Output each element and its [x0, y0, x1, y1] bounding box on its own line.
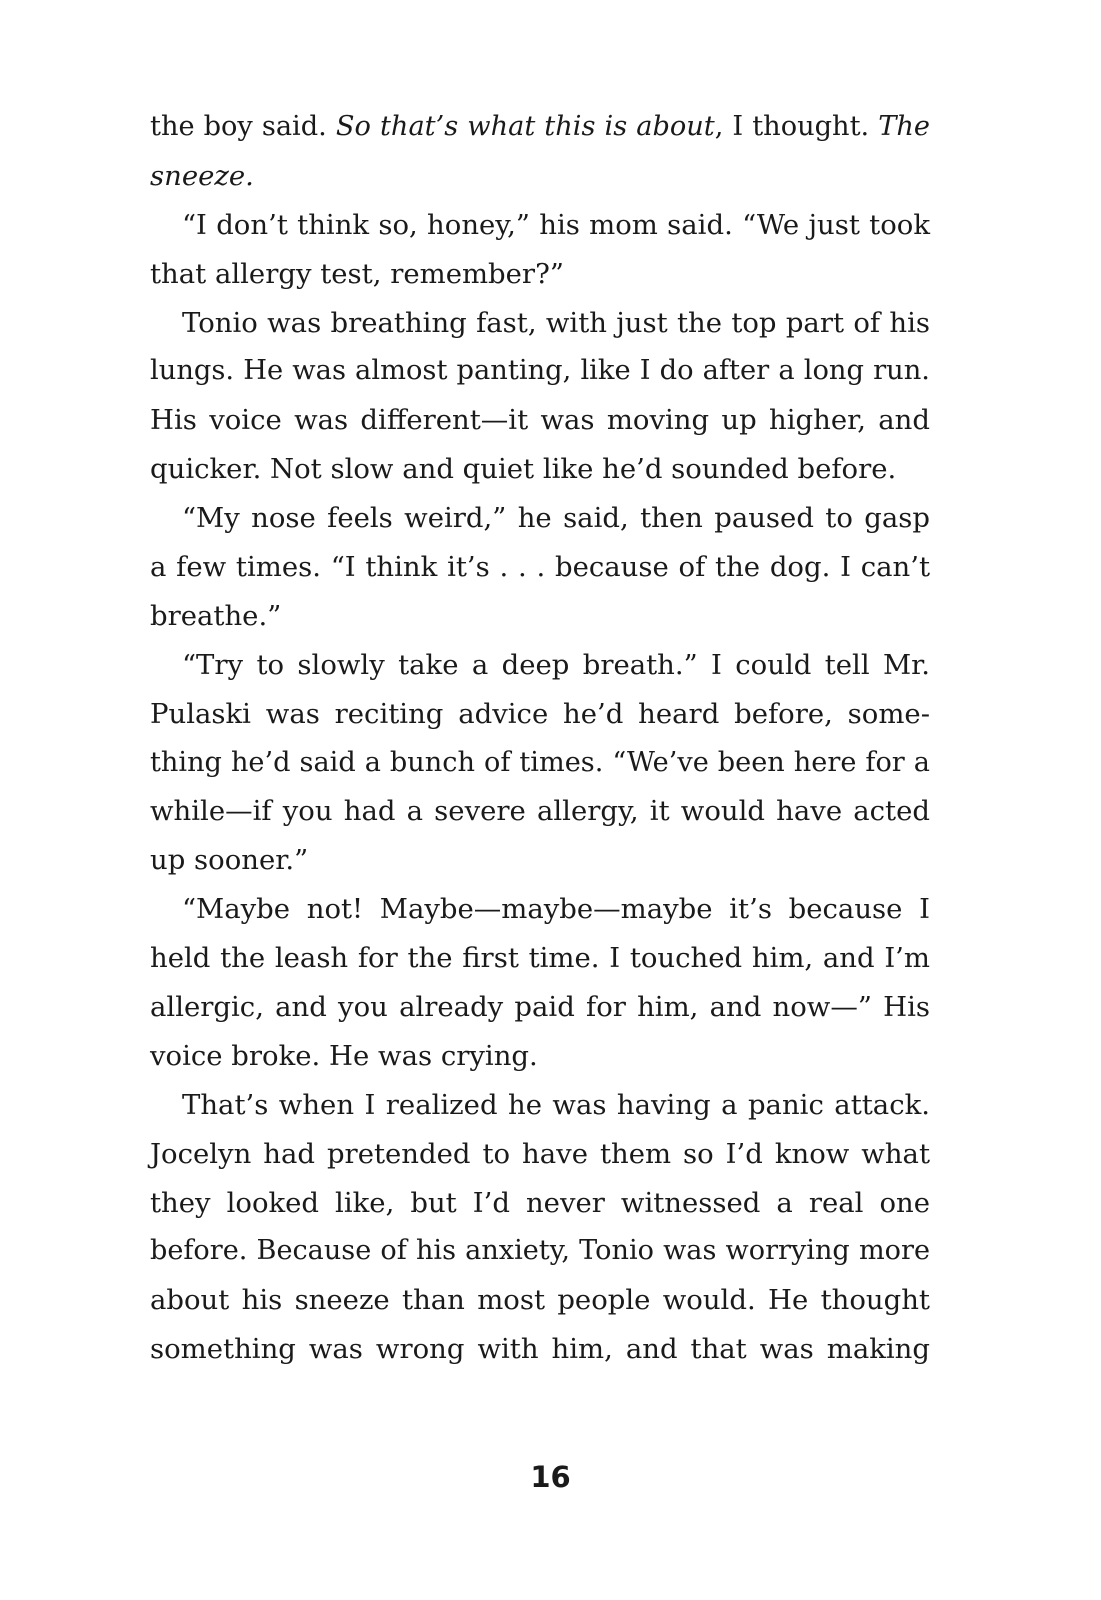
text-line	[150, 494, 930, 543]
text-segment: quicker. Not slow and quiet like he’d sounded before.	[150, 453, 897, 486]
text-line	[150, 445, 930, 494]
page-number: 16	[530, 1460, 571, 1494]
text-segment: Jocelyn had pretended to have them so I’d know what	[150, 1137, 930, 1170]
text-line	[150, 592, 930, 641]
text-line	[150, 641, 930, 690]
text-line	[150, 690, 930, 739]
text-segment: held the leash for the first time. I touched him, and I’m	[150, 942, 930, 975]
text-line	[150, 1032, 930, 1081]
text-line	[150, 1276, 930, 1325]
text-segment: “I don’t think so, honey,” his mom said. “We just took	[182, 208, 930, 241]
text-segment: allergic, and you already paid for him, and now—” His	[150, 991, 930, 1024]
text-segment: That’s when I realized he was having a panic attack.	[182, 1088, 930, 1121]
text-line	[150, 201, 930, 250]
text-segment: about his sneeze than most people would. He thought	[150, 1284, 930, 1317]
text-segment: before. Because of his anxiety, Tonio was worrying more	[150, 1235, 930, 1267]
text-line	[150, 1227, 930, 1276]
text-segment: Pulaski was reciting advice he’d heard before, some-	[150, 697, 930, 730]
text-line	[150, 1179, 930, 1228]
text-line	[150, 299, 930, 348]
text-line	[150, 836, 930, 885]
text-segment: the boy said.	[150, 111, 336, 142]
text-line	[150, 1325, 930, 1374]
text-segment: Tonio was breathing fast, with just the top part of his	[182, 306, 930, 339]
text-segment: that allergy test, remember?”	[150, 257, 564, 290]
text-line	[150, 250, 930, 299]
text-line	[150, 152, 930, 201]
page-body	[150, 103, 930, 1374]
text-segment: breathe.”	[150, 599, 282, 632]
text-line	[150, 934, 930, 983]
text-segment: “My nose feels weird,” he said, then paused to gasp	[182, 502, 930, 535]
text-segment: up sooner.”	[150, 844, 309, 877]
text-line	[150, 787, 930, 836]
text-segment: something was wrong with him, and that was making	[150, 1333, 930, 1366]
text-line	[150, 885, 930, 934]
text-line	[150, 396, 930, 445]
text-segment: voice broke. He was crying.	[150, 1039, 538, 1072]
text-line	[150, 1130, 930, 1179]
text-line	[150, 1081, 930, 1130]
text-line	[150, 103, 930, 152]
text-segment: thing he’d said a bunch of times. “We’ve been here for a	[150, 746, 930, 778]
text-line	[150, 347, 930, 396]
text-line	[150, 543, 930, 592]
text-segment: while—if you had a severe allergy, it would have acted	[150, 795, 930, 828]
text-segment: , I thought.	[714, 111, 879, 142]
text-segment: a few times. “I think it’s . . . because of the dog. I can’t	[150, 551, 930, 584]
text-line	[150, 739, 930, 788]
text-segment: “Try to slowly take a deep breath.” I could tell Mr.	[182, 648, 930, 681]
text-segment: lungs. He was almost panting, like I do after a long run.	[150, 355, 930, 387]
text-segment: they looked like, but I’d never witnessed a real one	[150, 1186, 930, 1219]
text-line	[150, 983, 930, 1032]
text-segment: “Maybe not! Maybe—maybe—maybe it’s because I	[182, 893, 930, 926]
italic-text: sneeze.	[150, 159, 254, 192]
italic-text: The	[878, 111, 931, 142]
italic-text: So that’s what this is about	[335, 111, 715, 142]
text-segment: His voice was different—it was moving up higher, and	[150, 404, 930, 437]
